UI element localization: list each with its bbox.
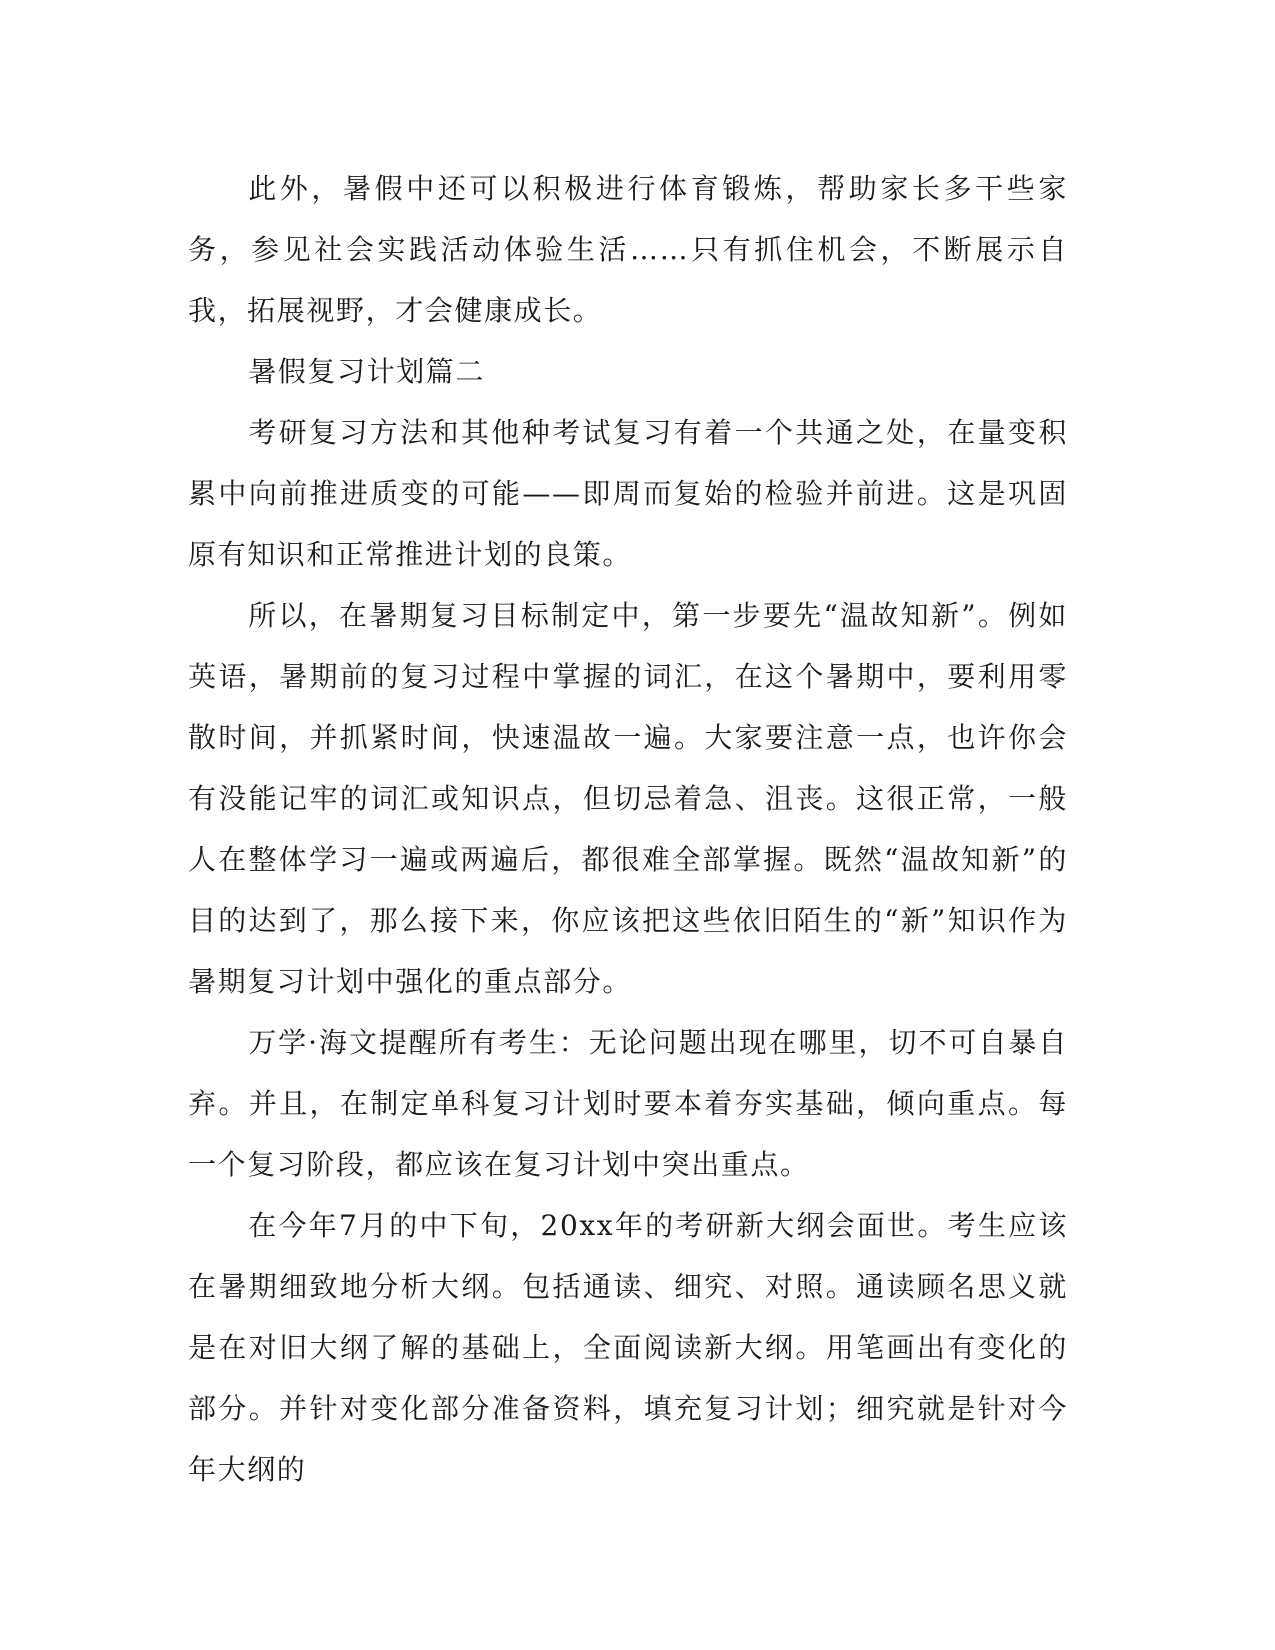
document-body [188,158,1068,1500]
section-heading: 暑假复习计划篇二 [248,355,485,388]
paragraph-syllabus: 在今年7月的中下旬，20xx年的考研新大纲会面世。考生应该在暑期细致地分析大纲。包括通读、细究、对照。通读顾名思义就是在对旧大纲了解的基础上，全面阅读新大纲。用笔画出有变化的部分。并针对变化部分准备资料，填充复习计划；细究就是针对今年大纲的 [188,1209,1068,1486]
paragraph-review-method: 考研复习方法和其他种考试复习有着一个共通之处，在量变积累中向前推进质变的可能——即周而复始的检验并前进。这是巩固原有知识和正常推进计划的良策。 [188,416,1068,571]
paragraph-intro: 此外，暑假中还可以积极进行体育锻炼，帮助家长多干些家务，参见社会实践活动体验生活……只有抓住机会，不断展示自我，拓展视野，才会健康成长。 [188,172,1068,327]
paragraph-review-old-knowledge: 所以，在暑期复习目标制定中，第一步要先“温故知新”。例如英语，暑期前的复习过程中掌握的词汇，在这个暑期中，要利用零散时间，并抓紧时间，快速温故一遍。大家要注意一点，也许你会有没能记牢的词汇或知识点，但切忌着急、沮丧。这很正常，一般人在整体学习一遍或两遍后，都很难全部掌握。既然“温故知新”的目的达到了，那么接下来，你应该把这些依旧陌生的“新”知识作为暑期复习计划中强化的重点部分。 [188,599,1068,998]
paragraph-reminder: 万学·海文提醒所有考生：无论问题出现在哪里，切不可自暴自弃。并且，在制定单科复习计划时要本着夯实基础，倾向重点。每一个复习阶段，都应该在复习计划中突出重点。 [188,1026,1068,1181]
